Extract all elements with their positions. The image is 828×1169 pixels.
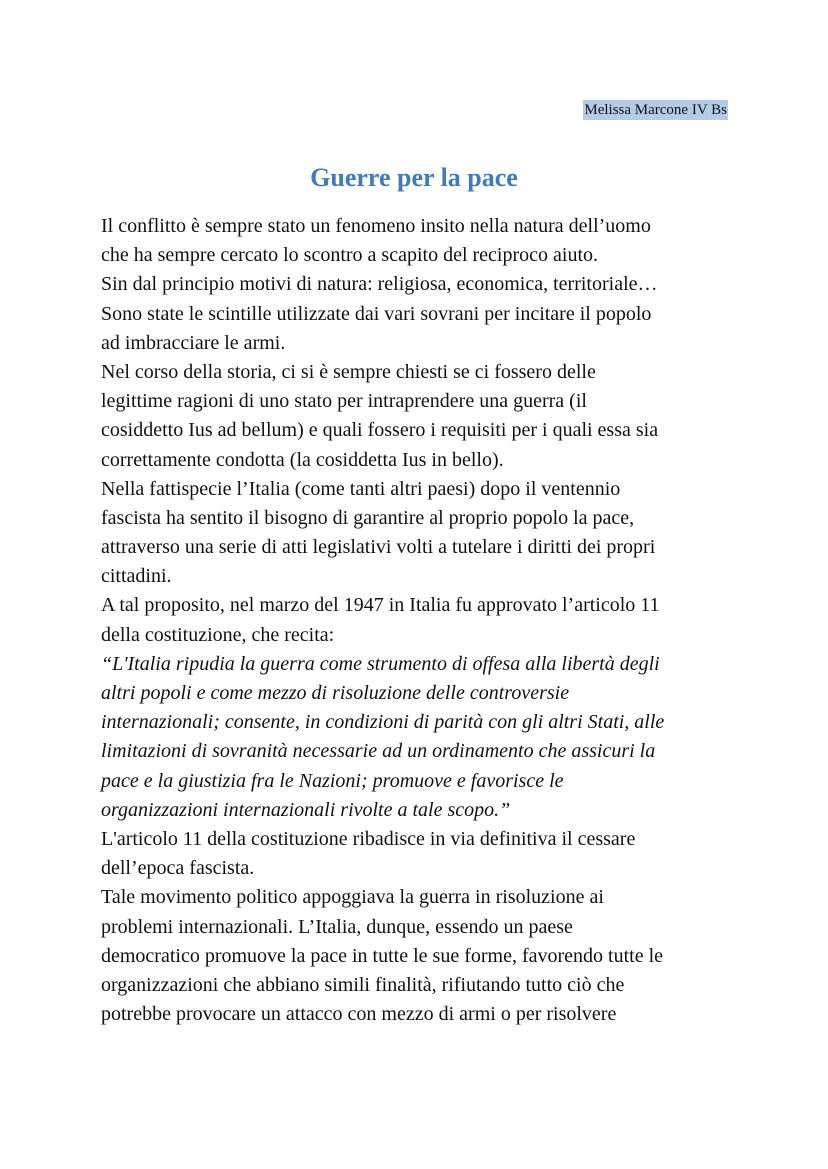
quote-line: organizzazioni internazionali rivolte a tale scopo.” [101, 798, 511, 821]
text-line: attraverso una serie di atti legislativi volti a tutelare i diritti dei propri [101, 536, 656, 559]
text-line: legittime ragioni di uno stato per intraprendere una guerra (il [101, 390, 587, 413]
text-line: che ha sempre cercato lo scontro a scapito del reciproco aiuto. [101, 244, 599, 267]
text-line: correttamente condotta (la cosiddetta Ius in bello). [101, 448, 504, 471]
quote-line: limitazioni di sovranità necessarie ad un ordinamento che assicuri la [101, 740, 656, 763]
author-name: Melissa Marcone IV Bs [584, 102, 727, 118]
text-line: Nella fattispecie l’Italia (come tanti altri paesi) dopo il ventennio [101, 477, 621, 500]
text-line: problemi internazionali. L’Italia, dunque, essendo un paese [101, 915, 573, 938]
text-line: fascista ha sentito il bisogno di garantire al proprio popolo la pace, [101, 506, 635, 529]
text-line: cittadini. [101, 565, 172, 588]
text-line: dell’epoca fascista. [101, 857, 255, 880]
text-line: ad imbracciare le armi. [101, 331, 286, 354]
essay-body [101, 212, 741, 1029]
text-line: A tal proposito, nel marzo del 1947 in Italia fu approvato l’articolo 11 [101, 594, 660, 617]
quote-line: altri popoli e come mezzo di risoluzione delle controversie [101, 682, 570, 704]
text-line: Nel corso della storia, ci si è sempre chiesti se ci fossero delle [101, 360, 596, 383]
quote-line: internazionali; consente, in condizioni di parità con gli altri Stati, alle [101, 711, 665, 734]
text-line: della costituzione, che recita: [101, 623, 335, 646]
text-line: Sono state le scintille utilizzate dai vari sovrani per incitare il popolo [101, 302, 652, 325]
quote-line: pace e la giustizia fra le Nazioni; promuove e favorisce le [101, 769, 564, 792]
document-title: Guerre per la pace [310, 163, 518, 192]
text-line: Tale movimento politico appoggiava la guerra in risoluzione ai [101, 886, 604, 909]
quote-line: “L'Italia ripudia la guerra come strumento di offesa alla libertà degli [101, 652, 660, 675]
text-line: Il conflitto è sempre stato un fenomeno insito nella natura dell’uomo [101, 215, 651, 237]
text-line: potrebbe provocare un attacco con mezzo di armi o per risolvere [101, 1003, 617, 1026]
text-line: L'articolo 11 della costituzione ribadisce in via definitiva il cessare [101, 827, 636, 850]
text-line: Sin dal principio motivi di natura: religiosa, economica, territoriale… [101, 273, 658, 296]
text-line: cosiddetto Ius ad bellum) e quali fossero i requisiti per i quali essa sia [101, 419, 659, 442]
text-line: organizzazioni che abbiano simili finalità, rifiutando tutto ciò che [101, 973, 625, 996]
text-line: democratico promuove la pace in tutte le sue forme, favorendo tutte le [101, 944, 664, 967]
